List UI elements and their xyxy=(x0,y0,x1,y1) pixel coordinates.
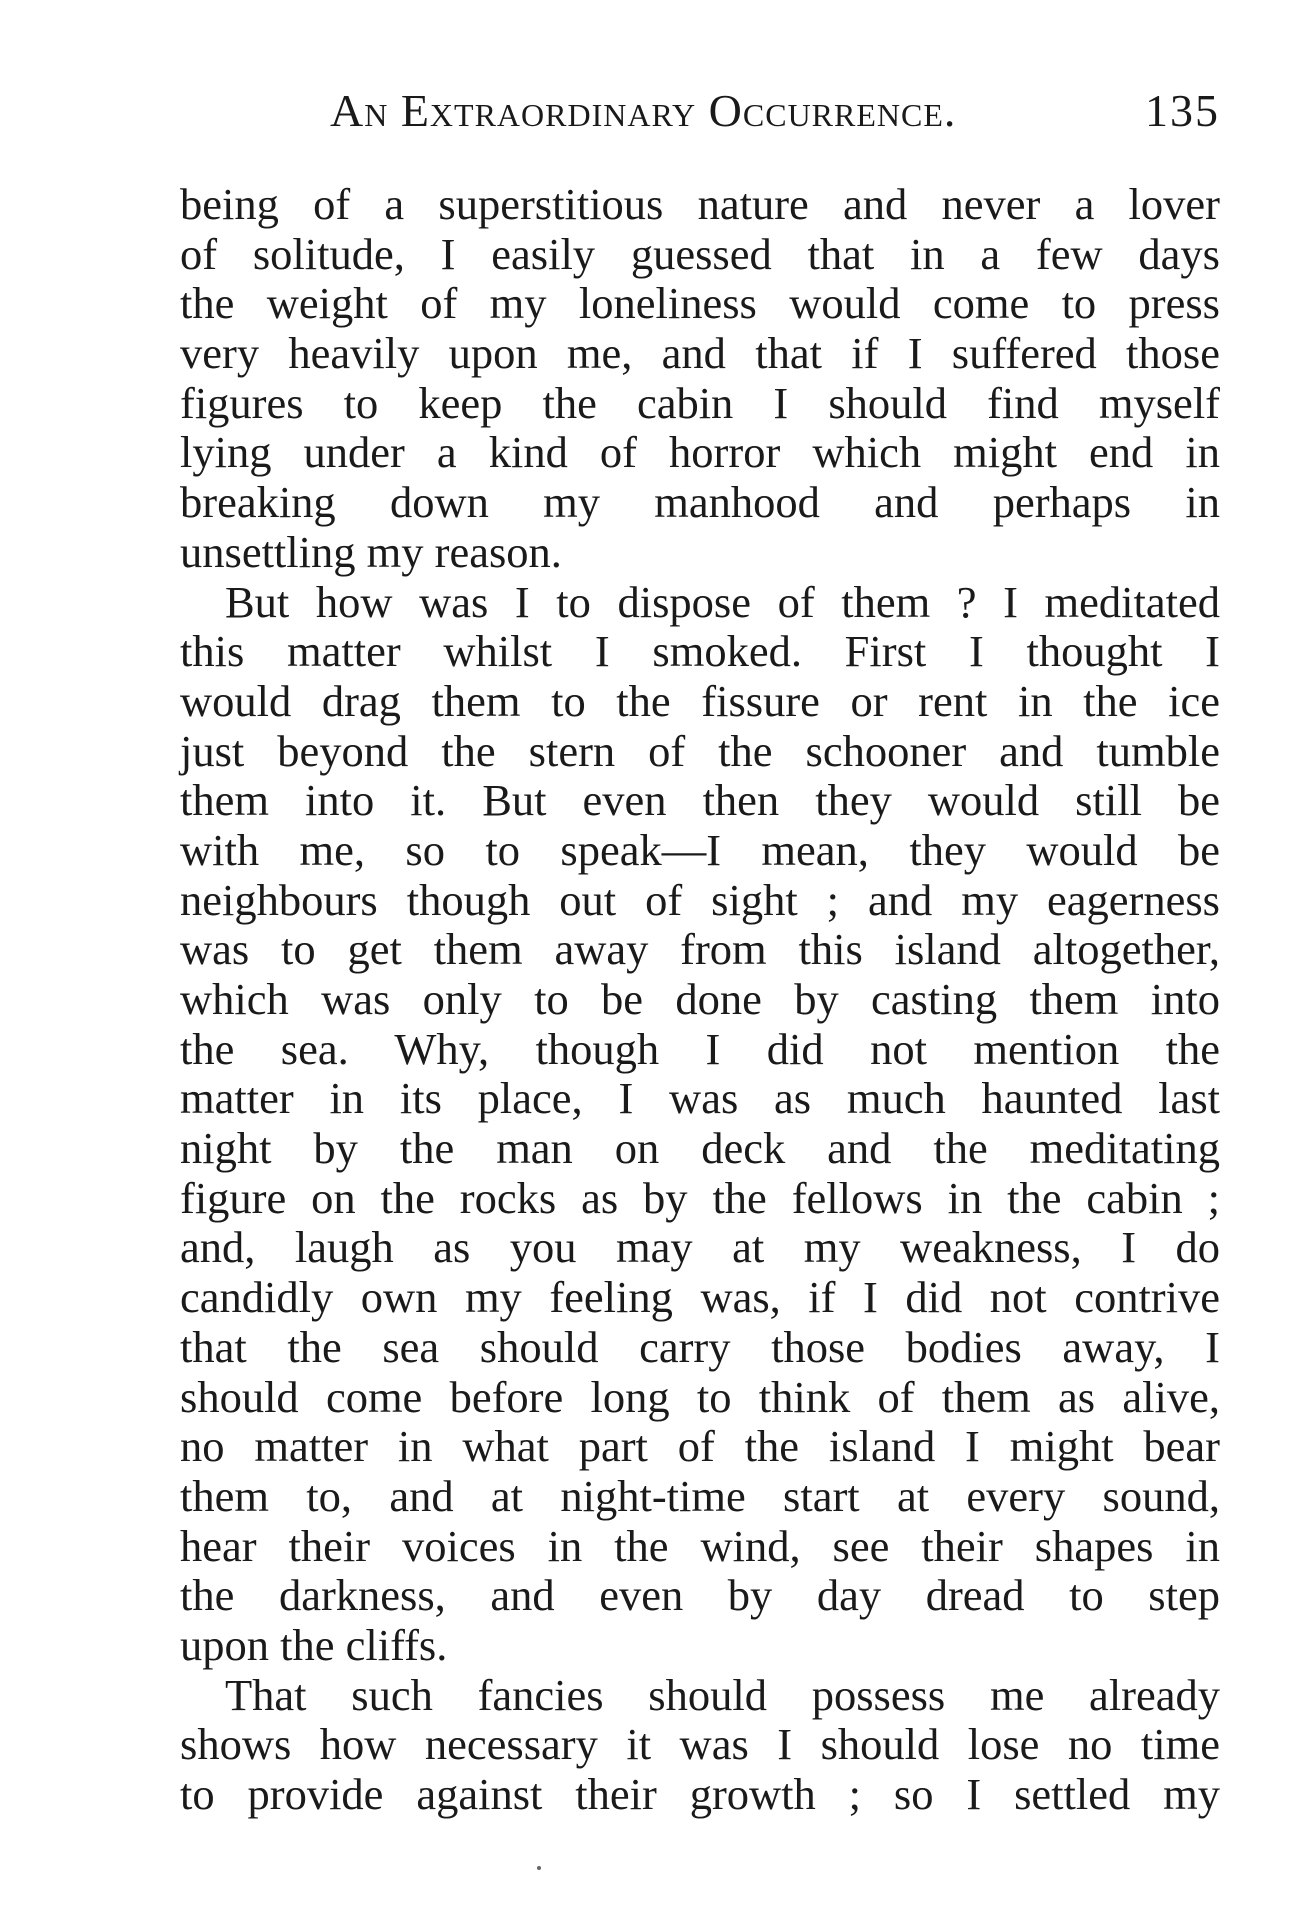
text-line: the darkness, and even by day dread to step xyxy=(180,1570,1220,1621)
paragraph-1 xyxy=(180,180,1220,578)
text-line: this matter whilst I smoked. First I thought I xyxy=(180,626,1220,677)
text-line: shows how necessary it was I should lose no time xyxy=(180,1719,1220,1770)
text-line: But how was I to dispose of them ? I meditated xyxy=(225,576,1220,627)
text-line: them to, and at night-time start at every sound, xyxy=(180,1470,1220,1521)
text-line: hear their voices in the wind, see their shapes in xyxy=(180,1520,1220,1571)
text-line: figure on the rocks as by the fellows in the cabin ; xyxy=(180,1172,1220,1223)
text-line: the weight of my loneliness would come to press xyxy=(180,278,1220,329)
text-line: neighbours though out of sight ; and my eagerness xyxy=(180,874,1220,925)
text-line: That such fancies should possess me already xyxy=(225,1669,1220,1720)
text-line: figures to keep the cabin I should find myself xyxy=(180,377,1220,428)
page-number: 135 xyxy=(1145,85,1220,136)
running-head xyxy=(180,84,1220,144)
text-line: which was only to be done by casting them into xyxy=(180,974,1220,1024)
text-line: to provide against their growth ; so I settled my xyxy=(180,1769,1220,1819)
text-line: very heavily upon me, and that if I suffered those xyxy=(180,328,1220,379)
printer-mark xyxy=(534,1862,544,1872)
text-line: was to get them away from this island altogether, xyxy=(180,924,1220,975)
printer-mark-glyph xyxy=(534,1863,544,1873)
text-line: unsettling my reason. xyxy=(180,526,562,577)
text-line: matter in its place, I was as much haunted last xyxy=(180,1073,1220,1124)
text-line: of solitude, I easily guessed that in a few days xyxy=(180,228,1220,279)
text-line: no matter in what part of the island I might bear xyxy=(180,1421,1220,1472)
text-line: night by the man on deck and the meditating xyxy=(180,1123,1220,1174)
text-line: that the sea should carry those bodies away, I xyxy=(180,1321,1220,1372)
text-line: just beyond the stern of the schooner and tumble xyxy=(180,725,1220,776)
text-line: lying under a kind of horror which might end in xyxy=(180,427,1220,478)
text-line: upon the cliffs. xyxy=(180,1619,448,1670)
text-line: the sea. Why, though I did not mention the xyxy=(180,1023,1220,1074)
running-title: An Extraordinary Occurrence. xyxy=(330,85,957,136)
text-line: would drag them to the fissure or rent in the ice xyxy=(180,675,1220,726)
text-line: them into it. But even then they would still be xyxy=(180,775,1220,826)
text-line: should come before long to think of them as alive, xyxy=(180,1371,1220,1422)
text-line: candidly own my feeling was, if I did not contrive xyxy=(180,1272,1220,1323)
body-text xyxy=(180,180,1220,1820)
text-line: being of a superstitious nature and never a lover xyxy=(180,179,1220,229)
text-line: with me, so to speak—I mean, they would be xyxy=(180,824,1220,875)
paragraph-2 xyxy=(180,578,1220,1671)
text-line: and, laugh as you may at my weakness, I do xyxy=(180,1222,1220,1273)
text-line: breaking down my manhood and perhaps in xyxy=(180,477,1220,528)
paragraph-3 xyxy=(180,1671,1220,1820)
